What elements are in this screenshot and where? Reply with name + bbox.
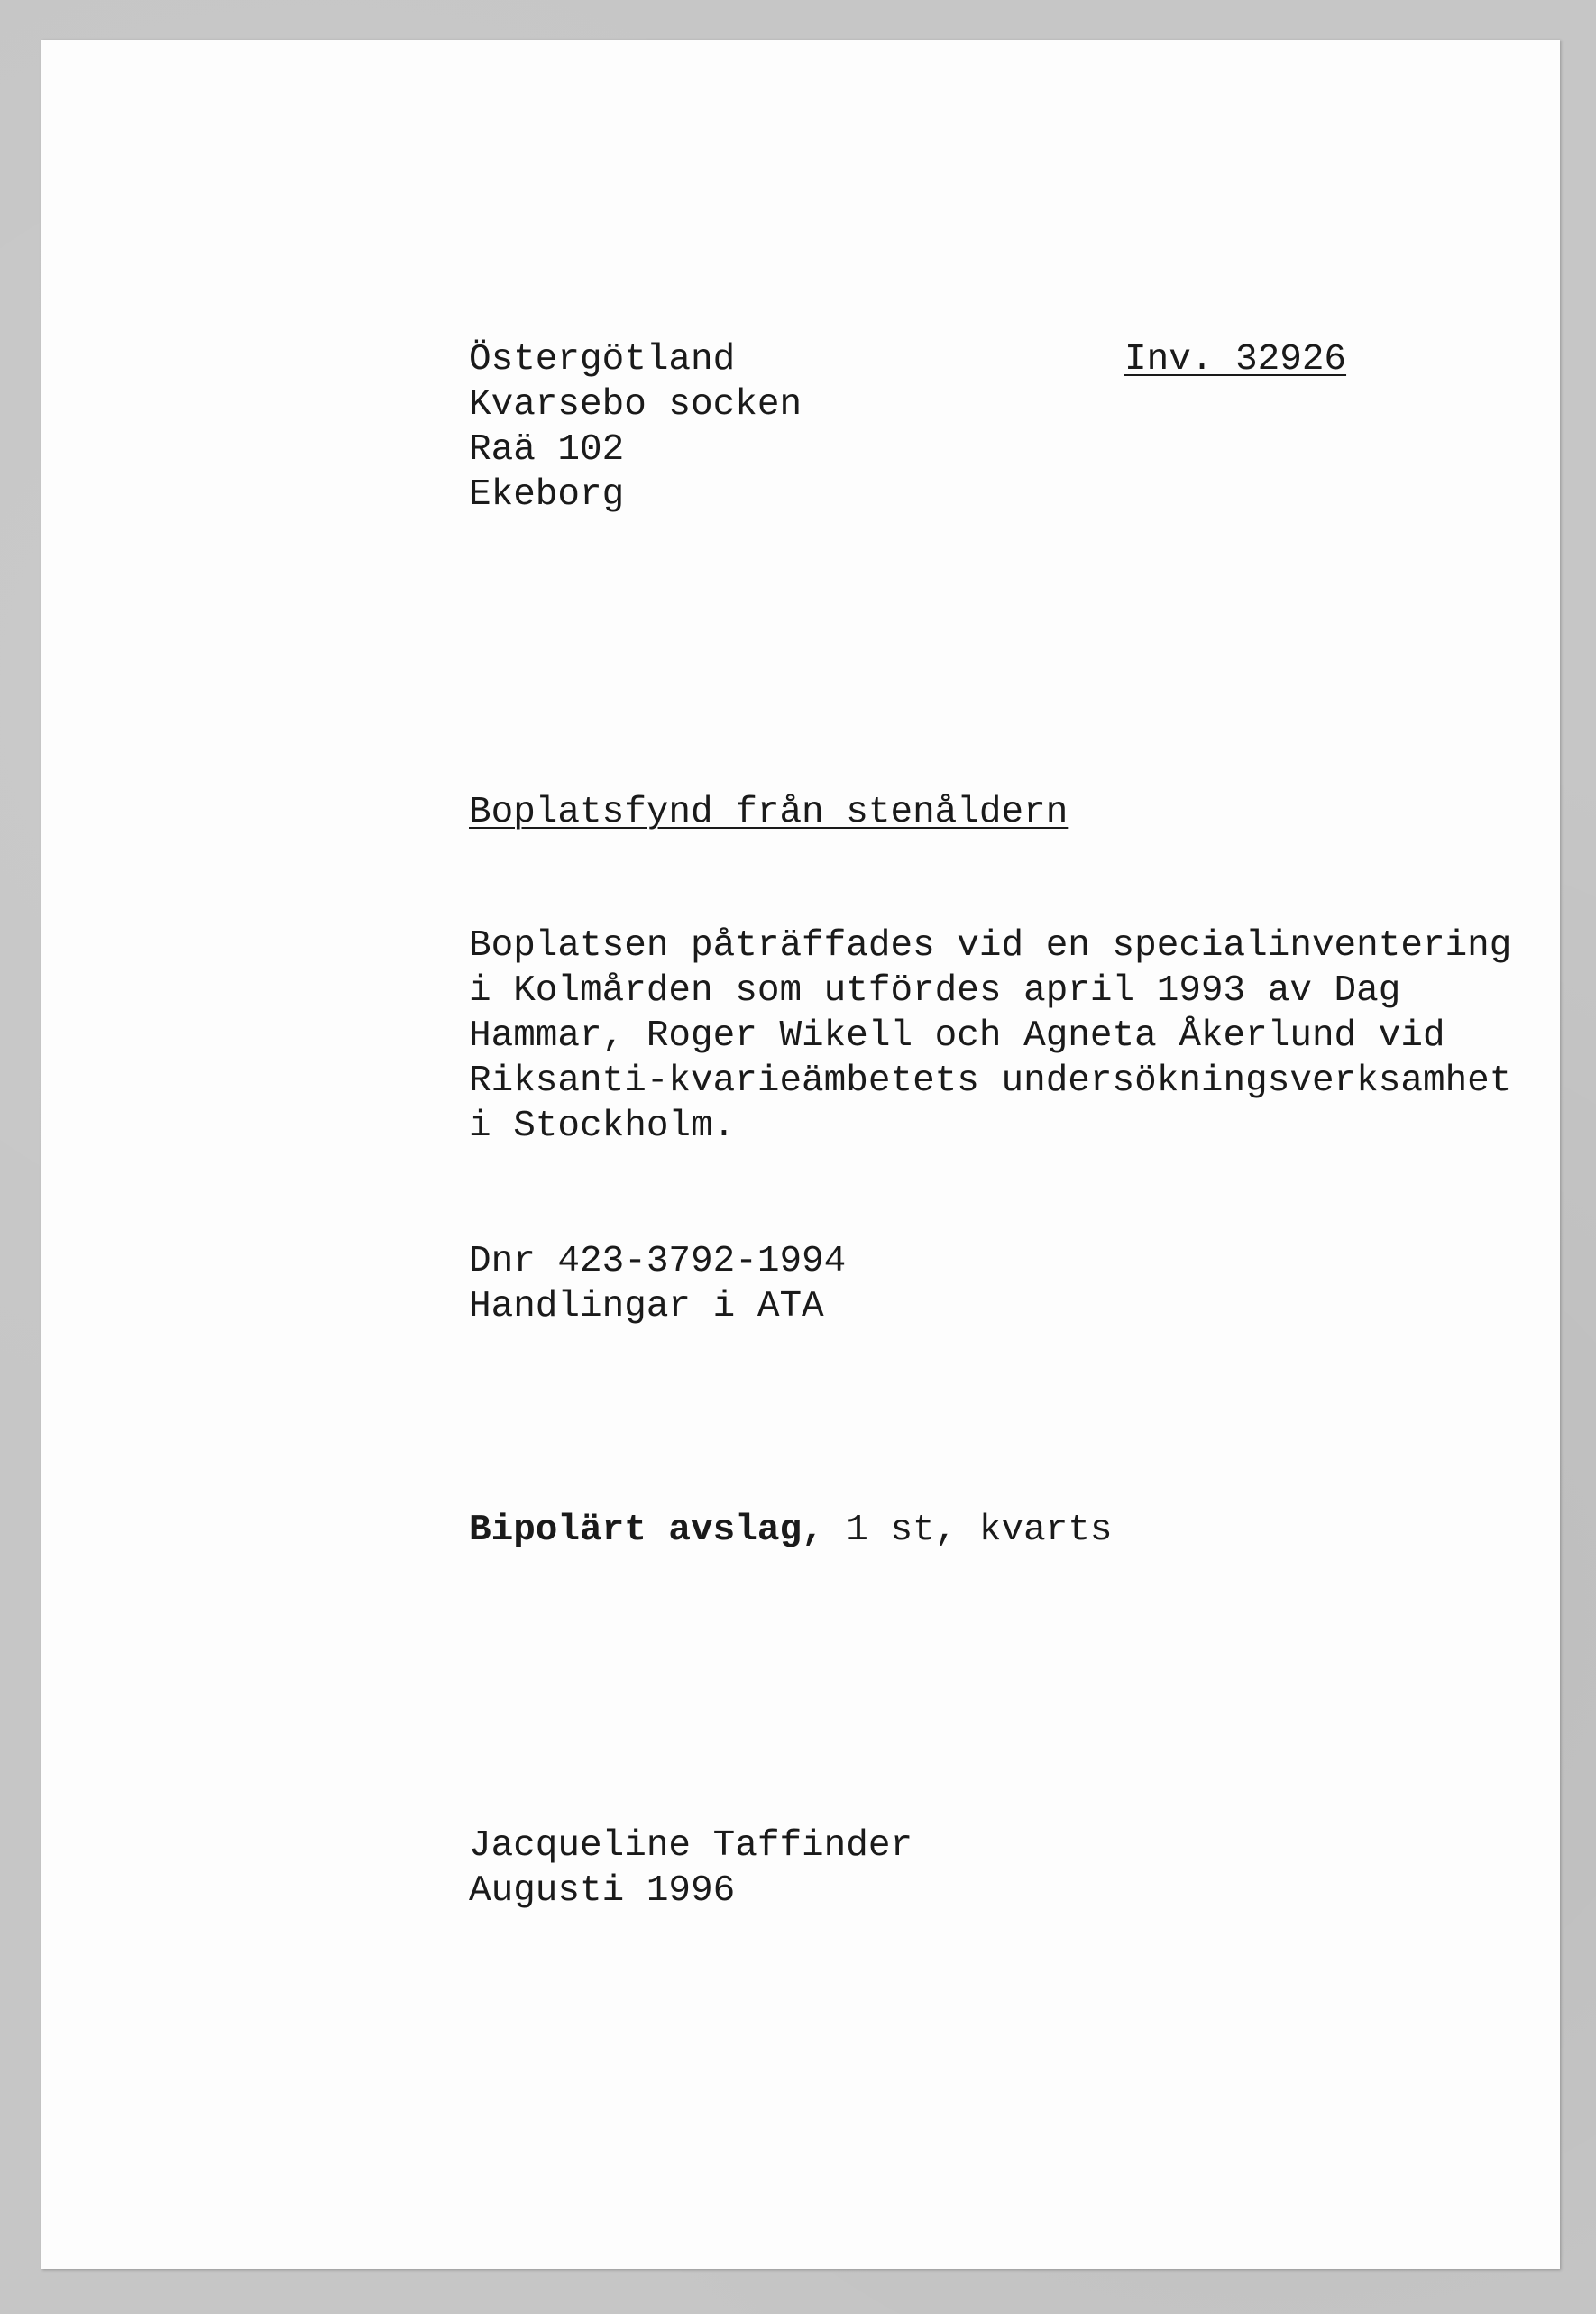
inventory-number: Inv. 32926	[1124, 339, 1347, 381]
find-name: Bipolärt avslag,	[469, 1510, 824, 1551]
body-line: i Stockholm.	[469, 1106, 736, 1147]
region-name: Östergötland	[469, 339, 736, 381]
body-line: Hammar, Roger Wikell och Agneta Åkerlund vid	[469, 1015, 1445, 1057]
signature-date: Augusti 1996	[469, 1870, 736, 1912]
body-line: Riksanti-kvarieämbetets undersökningsverksamhet	[469, 1061, 1512, 1102]
body-line: Boplatsen påträffades vid en specialinventering	[469, 925, 1512, 967]
dnr-number: Dnr 423-3792-1994	[469, 1241, 847, 1282]
document-title: Boplatsfynd från stenåldern	[469, 792, 1069, 833]
raa-number: Raä 102	[469, 429, 625, 471]
documents-location: Handlingar i ATA	[469, 1286, 824, 1327]
author-name: Jacqueline Taffinder	[469, 1825, 913, 1867]
place-name: Ekeborg	[469, 474, 625, 516]
body-line: i Kolmården som utfördes april 1993 av Dag	[469, 970, 1401, 1012]
find-details: 1 st, kvarts	[823, 1510, 1113, 1551]
find-entry	[469, 1508, 1113, 1553]
parish-name: Kvarsebo socken	[469, 384, 803, 426]
